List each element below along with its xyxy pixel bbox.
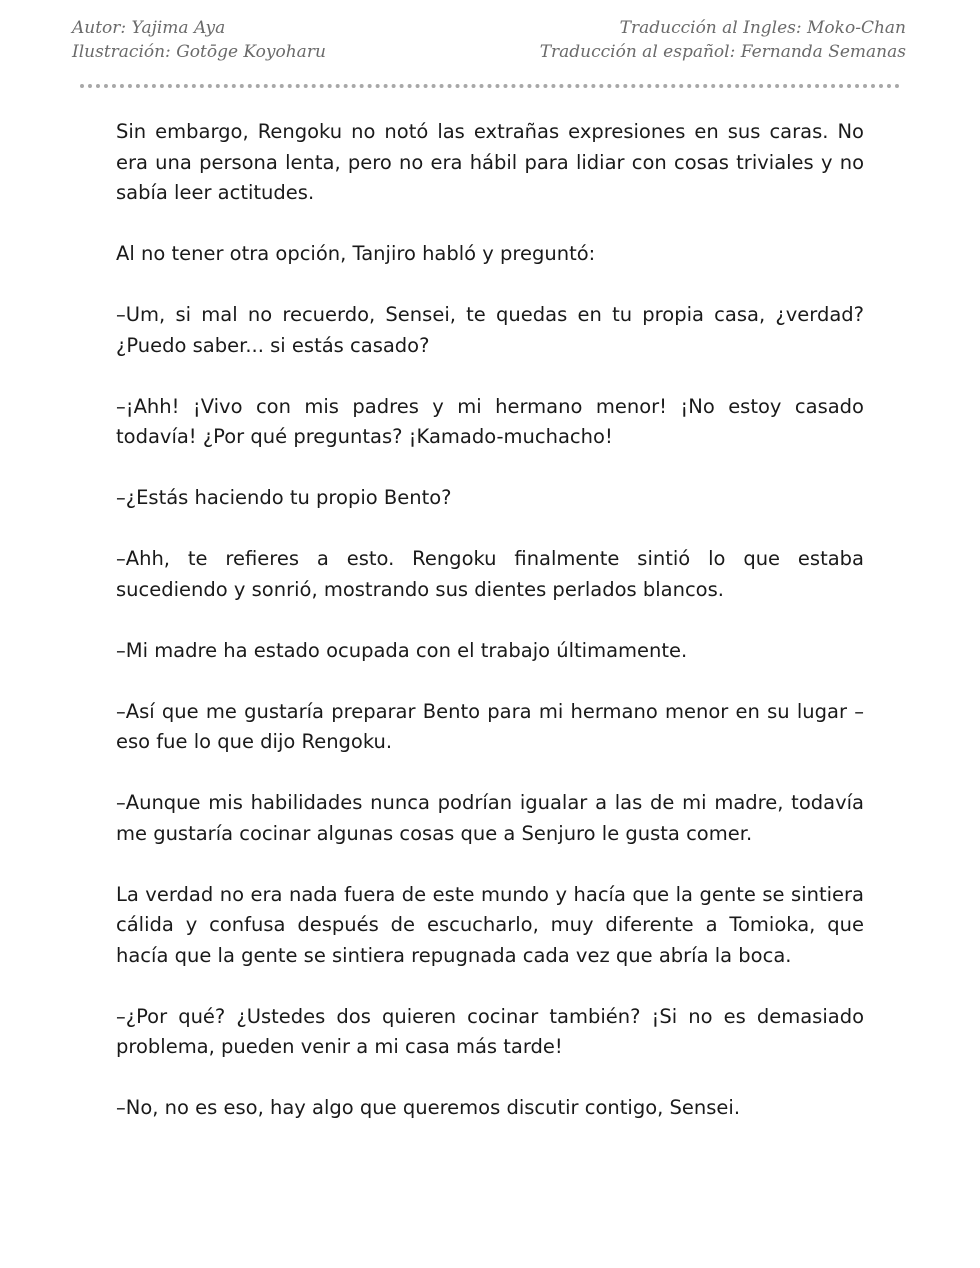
header-credits-left [72, 16, 326, 64]
paragraph: La verdad no era nada fuera de este mundo y hacía que la gente se sintiera cálida y confusa después de escucharlo, muy diferente a Tomioka, que hacía que la gente se sintiera repugnada cada vez que abría la boca. [116, 882, 864, 967]
story-body [116, 117, 864, 1154]
paragraph: Al no tener otra opción, Tanjiro habló y preguntó: [116, 242, 596, 265]
illustration-credit: Ilustración: Gotōge Koyoharu [72, 42, 326, 62]
paragraph: –Ahh, te refieres a esto. Rengoku finalmente sintió lo que estaba sucediendo y sonrió, mostrando sus dientes perlados blancos. [116, 547, 864, 601]
paragraph: –¿Por qué? ¿Ustedes dos quieren cocinar también? ¡Si no es demasiado problema, pueden venir a mi casa más tarde! [116, 1004, 864, 1058]
english-translation-credit: Traducción al Ingles: Moko-Chan [619, 18, 906, 38]
paragraph: –No, no es eso, hay algo que queremos discutir contigo, Sensei. [116, 1096, 741, 1119]
spanish-translation-credit: Traducción al español: Fernanda Semanas [539, 42, 906, 62]
header-credits-right [540, 16, 906, 64]
paragraph: –Aunque mis habilidades nunca podrían igualar a las de mi madre, todavía me gustaría cocinar algunas cosas que a Senjuro le gusta comer. [116, 791, 864, 845]
paragraph: –¡Ahh! ¡Vivo con mis padres y mi hermano menor! ¡No estoy casado todavía! ¿Por qué preguntas? ¡Kamado-muchacho! [116, 394, 864, 448]
paragraph: Sin embargo, Rengoku no notó las extrañas expresiones en sus caras. No era una persona lenta, pero no era hábil para lidiar con cosas triviales y no sabía leer actitudes. [116, 120, 864, 204]
paragraph: –Mi madre ha estado ocupada con el trabajo últimamente. [116, 638, 688, 662]
paragraph: –Así que me gustaría preparar Bento para mi hermano menor en su lugar –eso fue lo que dijo Rengoku. [116, 699, 864, 753]
paragraph: –¿Estás haciendo tu propio Bento? [116, 486, 452, 509]
dotted-divider [80, 84, 900, 88]
paragraph: –Um, si mal no recuerdo, Sensei, te quedas en tu propia casa, ¿verdad? ¿Puedo saber... si estás casado? [116, 303, 864, 357]
author-credit: Autor: Yajima Aya [72, 18, 226, 38]
